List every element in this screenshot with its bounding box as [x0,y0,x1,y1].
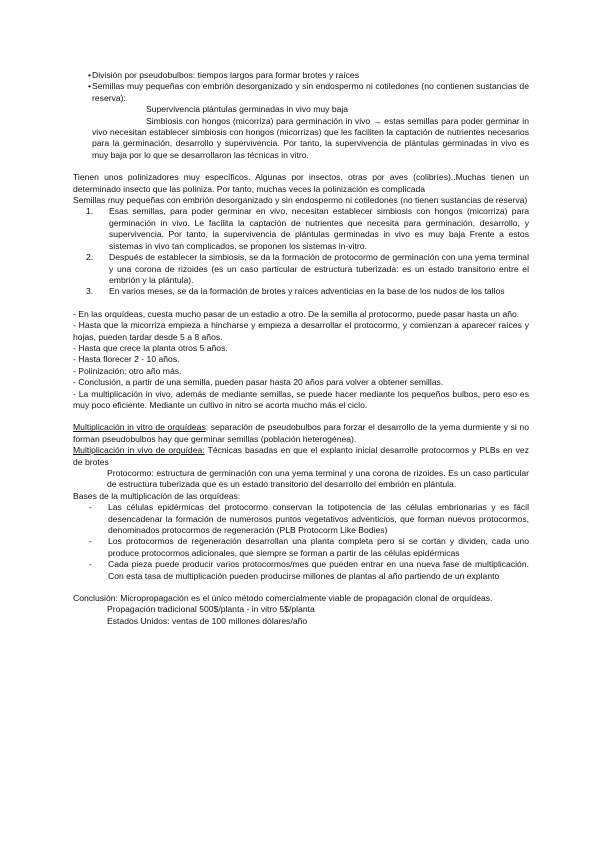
mult-vitro-label: Multiplicación in vitro de orquídeas [73,422,206,433]
dash-line: - Hasta que crece la planta otros 5 años. [73,342,228,353]
bullet-marker: • [88,70,92,80]
bullet-marker: • [88,81,92,92]
list-number: 2. [86,252,94,263]
bullet-text: Semillas muy pequeñas con embrión desorganizado y sin endospermo ni cotiledones (no contienen sustancias de reserva): [92,81,529,103]
dash-marker: - [89,559,92,570]
paragraph-mult-vivo [73,445,529,468]
dash-line: - La multiplicación in vivo, además de mediante semillas, se puede hacer mediante los pequeños bulbos, pero eso es muy poco eficiente. Mediante un cultivo in nitro se acorta mucho más el ciclo. [73,388,529,410]
mult-vitro-text: : separación de pseudobulbos para forzar el desarrollo de la yema durmiente y si no forman pseudobulbos hay que germinar semillas (población heterogénea). [73,422,529,444]
dash-line: - Polinización: otro año más. [73,365,182,376]
list-item [73,502,529,536]
price-line: Propagación tradicional 500$/planta - in vitro 5$/planta [107,604,315,615]
sub-item-survival: Supervivencia plántulas germinadas in vivo muy baja [146,104,349,115]
document-page [73,70,529,627]
list-text: Esas semillas, para poder germinar en vivo, necesitan establecer simbiosis con hongos (micorriza) para germinación in vivo. Le facilita la captación de nutrientes que necesita para germinación, desarrollo, y supervivencia. Por tanto, la supervivencia de plántulas germinadas in vivo es muy baja Frente a estos sistemas in vivo tan complicados, se proponen los sistemas in-vitro. [109,206,529,251]
dash-line: - Hasta que la micorriza empieza a hincharse y empieza a desarrollar el protocormo, y comienzan a aparecer raíces y hojas, pueden tardar desde 5 a 8 años. [73,320,529,342]
sub-item-symbiosis: Simbiosis con hongos (micorriza) para germinación in vivo → estas semillas para poder germinar in vivo necesitan establecer simbiosis con hongos (micorrizas) que les faciliten la captación de nutrientes necesarios para la germinación, desarrollo y supervivencia. Por tanto, la supervivencia de plántulas germinadas in vivo es muy baja por lo que se desarrollaron las técnicas in vitro. [92,115,529,160]
list-text: Cada pieza puede producir varios protocormos/mes que pueden entrar en una nueva fase de multiplicación. Con esta tasa de multiplicación pueden producirse millones de plantas al año partiendo de un explanto [108,559,529,581]
dash-marker: - [89,502,92,513]
mult-vivo-text: Técnicas basadas en que el explanto inicial desarrolle protocormos y PLBs en vez de brotes [73,445,529,467]
list-text: Las células epidérmicas del protocormo conservan la totipotencia de las células embrionarias y es fácil desencadenar la formación de numerosos puntos vegetativos adventicios, que forman nuevos protocormos, denominados protocormos de regeneración (PLB Protocorm Like Bodies) [108,502,529,536]
list-item [73,286,529,297]
list-text: Los protocormos de regeneración desarrollan una planta completa pero si se cortan y dividen, cada uno produce protocormos adicionales, que siempre se forman a partir de las células epidérmicas [108,536,529,558]
list-item [73,252,529,286]
list-item [73,70,529,81]
list-item [73,81,529,104]
bases-heading: Bases de la multiplicación de las orquídeas: [73,490,241,501]
protocormo-definition: Protocormo: estructura de germinación con una yema terminal y una corona de rizoides. Es un caso particular de estructura tuberizada que es un estado transitorio del desarrollo del embrión en plántula. [107,468,529,490]
list-item [73,559,529,582]
bullet-text: División por pseudobulbos: tiempos largos para formar brotes y raíces [92,70,360,80]
dash-marker: - [89,536,92,547]
dash-line: - Conclusión, a partir de una semilla, pueden pasar hasta 20 años para volver a obtener semillas. [73,377,444,388]
list-text: En varios meses, se da la formación de brotes y raíces adventicias en la base de los nudos de los tallos [109,286,505,297]
list-number: 1. [86,206,94,217]
usa-sales-line: Estados Unidos: ventas de 100 millones dólares/año [107,615,308,626]
dash-line: - En las orquídeas, cuesta mucho pasar de un estadio a otro. De la semilla al protocormo, puede pasar hasta un año. [73,308,520,319]
list-item [73,536,529,559]
dash-line: - Hasta florecer 2 - 10 años. [73,354,180,365]
list-number: 3. [86,286,94,297]
list-item [73,206,529,252]
list-text: Después de establecer la simbiosis, se da la formación de protocormo de germinación con una yema terminal y una corona de rizoides (es un caso particular de estructura tuberizada: es un estado transitorio entre el embrión y la plántula). [109,252,529,285]
paragraph-seeds: Semillas muy pequeñas con embrión desorganizado y sin endospermo ni cotiledones (no tienen sustancias de reserva) [73,195,528,206]
paragraph-pollinators: Tienen unos polinizadores muy específicos. Algunas por insectos, otras por aves (colibríes)..Muchas tienen un determinado insecto que las poliniza. Por tanto, muchas veces la polinización es complicada [73,172,529,194]
paragraph-mult-vitro [73,422,529,445]
conclusion: Conclusión: Micropropagación es el único método comercialmente viable de propagación clonal de orquídeas. [73,593,493,604]
mult-vivo-label: Multiplicación in vivo de orquídea: [73,445,205,456]
